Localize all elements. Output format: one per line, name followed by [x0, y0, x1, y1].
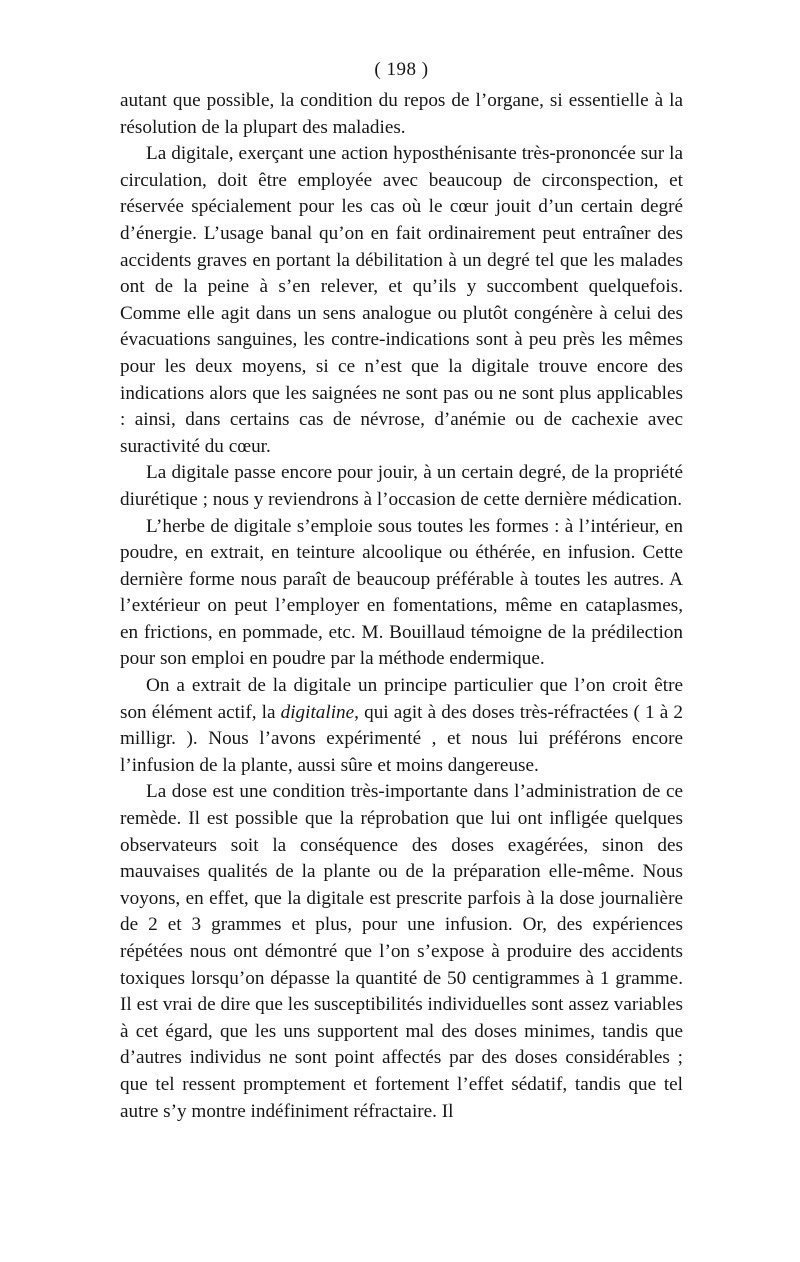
digitaline-term: digitaline — [280, 701, 355, 723]
paragraph-digitale-action: La digitale, exerçant une action hyposthénisante très-prononcée sur la circulation, doit être employée avec beaucoup de circonspection, et réservée spécialement pour les cas où le cœur jouit d’un certain degré d’énergie. L’usage banal qu’on en fait ordinairement peut entraîner des accidents graves en portant la débilitation à un degré tel que les malades ont de la peine à s’en relever, et qu’ils y succombent quelquefois. Comme elle agit dans un sens analogue ou plutôt congénère à celui des évacuations sanguines, les contre-indications sont à peu près les mêmes pour les deux moyens, si ce n’est que la digitale trouve encore des indications alors que les saignées ne sont pas ou ne sont plus applicables : ainsi, dans certains cas de névrose, d’anémie ou de cachexie avec suractivité du cœur. — [120, 143, 683, 457]
paragraph-digitaline — [120, 673, 683, 779]
paragraph-dosage: La dose est une condition très-importante dans l’administration de ce remède. Il est possible que la réprobation que lui ont infligée quelques observateurs soit la conséquence des doses exagérées, sinon des mauvaises qualités de la plante ou de la préparation elle-même. Nous voyons, en effet, que la digitale est prescrite parfois à la dose journalière de 2 et 3 grammes et plus, pour une infusion. Or, des expériences répétées nous ont démontré que l’on s’expose à produire des accidents toxiques lorsqu’on dépasse la quantité de 50 centigrammes à 1 gramme. Il est vrai de dire que les susceptibilités individuelles sont assez variables à cet égard, que les uns supportent mal des doses minimes, tandis que d’autres individus ne sont point affectés par des doses considérables ; que tel ressent promptement et fortement l’effet sédatif, tandis que tel autre s’y montre indéfiniment réfractaire. Il — [120, 781, 683, 1122]
book-page — [120, 56, 683, 1125]
paragraph-forms-of-use: L’herbe de digitale s’emploie sous toutes les formes : à l’intérieur, en poudre, en extrait, en teinture alcoolique ou éthérée, en infusion. Cette dernière forme nous paraît de beaucoup préférable à toutes les autres. A l’extérieur on peut l’employer en fomentations, même en cataplasmes, en frictions, en pommade, etc. M. Bouillaud témoigne de la prédilection pour son emploi en poudre par la méthode endermique. — [120, 515, 683, 670]
digitaline-text-after: , qui agit à des doses très-réfractées ( 1 à 2 milligr. ). Nous l’avons expérimenté , et nous lui préférons encore l’infusion de la plante, aussi sûre et moins dangereuse. — [120, 701, 683, 776]
digitaline-text-before: On a extrait de la digitale un principe particulier que l’on croit être son élément actif, la — [120, 675, 683, 723]
paragraph-continuation: autant que possible, la condition du repos de l’organe, si essentielle à la résolution de la plupart des maladies. — [120, 90, 683, 138]
page-number: ( 198 ) — [374, 59, 429, 80]
paragraph-diuretic-property: La digitale passe encore pour jouir, à un certain degré, de la propriété diurétique ; nous y reviendrons à l’occasion de cette dernière médication. — [120, 462, 683, 510]
